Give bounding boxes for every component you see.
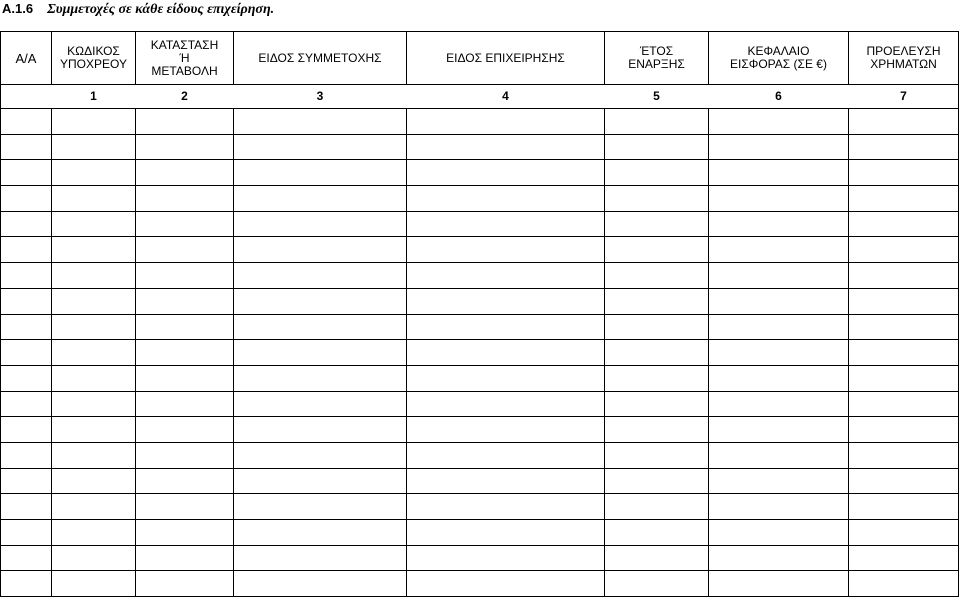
cell-aa[interactable]	[1, 314, 52, 340]
cell-status[interactable]	[136, 263, 234, 289]
cell-funds-origin[interactable]	[849, 263, 959, 289]
header-line: ΥΠΟΧΡΕΟΥ	[60, 57, 127, 71]
cell-start-year[interactable]	[605, 545, 709, 571]
header-capital	[709, 32, 849, 85]
cell-participation-type[interactable]	[234, 545, 407, 571]
cell-status[interactable]	[136, 442, 234, 468]
column-number: 6	[709, 85, 849, 109]
cell-funds-origin[interactable]	[849, 160, 959, 186]
table-row	[1, 340, 959, 366]
cell-business-type[interactable]	[407, 314, 605, 340]
cell-start-year[interactable]	[605, 134, 709, 160]
cell-obligor-code[interactable]	[52, 571, 136, 597]
table-row	[1, 417, 959, 443]
cell-funds-origin[interactable]	[849, 314, 959, 340]
header-line: ΚΩΔΙΚΟΣ	[67, 44, 120, 58]
cell-participation-type[interactable]	[234, 263, 407, 289]
header-line: ΚΑΤΑΣΤΑΣΗ	[150, 37, 219, 52]
cell-status[interactable]	[136, 340, 234, 366]
header-business-type	[407, 32, 605, 85]
cell-obligor-code[interactable]	[52, 237, 136, 263]
cell-obligor-code[interactable]	[52, 160, 136, 186]
table-row	[1, 160, 959, 186]
cell-capital[interactable]	[709, 237, 849, 263]
cell-capital[interactable]	[709, 288, 849, 314]
cell-obligor-code[interactable]	[52, 391, 136, 417]
cell-funds-origin[interactable]	[849, 237, 959, 263]
cell-participation-type[interactable]	[234, 186, 407, 212]
cell-funds-origin[interactable]	[849, 494, 959, 520]
cell-participation-type[interactable]	[234, 134, 407, 160]
cell-start-year[interactable]	[605, 571, 709, 597]
cell-business-type[interactable]	[407, 134, 605, 160]
cell-start-year[interactable]	[605, 468, 709, 494]
cell-funds-origin[interactable]	[849, 442, 959, 468]
header-line: ΜΕΤΑΒΟΛΗ	[151, 63, 218, 78]
cell-aa[interactable]	[1, 211, 52, 237]
participations-table	[0, 31, 959, 597]
cell-start-year[interactable]	[605, 160, 709, 186]
table-row	[1, 545, 959, 571]
cell-aa[interactable]	[1, 134, 52, 160]
cell-start-year[interactable]	[605, 211, 709, 237]
column-number: 1	[52, 85, 136, 109]
title-spacer	[37, 2, 44, 17]
cell-status[interactable]	[136, 288, 234, 314]
cell-obligor-code[interactable]	[52, 288, 136, 314]
cell-funds-origin[interactable]	[849, 571, 959, 597]
cell-business-type[interactable]	[407, 263, 605, 289]
cell-start-year[interactable]	[605, 237, 709, 263]
header-line: ΈΤΟΣ	[639, 44, 674, 58]
table-row	[1, 288, 959, 314]
section-heading: Συμμετοχές σε κάθε είδους επιχείρηση.	[47, 2, 275, 17]
cell-start-year[interactable]	[605, 340, 709, 366]
cell-capital[interactable]	[709, 186, 849, 212]
cell-obligor-code[interactable]	[52, 134, 136, 160]
cell-participation-type[interactable]	[234, 288, 407, 314]
cell-aa[interactable]	[1, 160, 52, 186]
cell-aa[interactable]	[1, 263, 52, 289]
cell-start-year[interactable]	[605, 288, 709, 314]
section-title	[2, 0, 274, 18]
cell-capital[interactable]	[709, 417, 849, 443]
cell-funds-origin[interactable]	[849, 545, 959, 571]
cell-status[interactable]	[136, 520, 234, 546]
cell-status[interactable]	[136, 545, 234, 571]
header-status	[136, 32, 234, 85]
cell-participation-type[interactable]	[234, 520, 407, 546]
cell-obligor-code[interactable]	[52, 365, 136, 391]
cell-aa[interactable]	[1, 468, 52, 494]
cell-participation-type[interactable]	[234, 160, 407, 186]
cell-capital[interactable]	[709, 571, 849, 597]
cell-obligor-code[interactable]	[52, 263, 136, 289]
cell-participation-type[interactable]	[234, 365, 407, 391]
cell-capital[interactable]	[709, 160, 849, 186]
table-row	[1, 134, 959, 160]
cell-business-type[interactable]	[407, 417, 605, 443]
cell-status[interactable]	[136, 365, 234, 391]
cell-funds-origin[interactable]	[849, 186, 959, 212]
header-obligor-code	[52, 32, 136, 85]
column-number: 7	[849, 85, 959, 109]
cell-funds-origin[interactable]	[849, 520, 959, 546]
cell-obligor-code[interactable]	[52, 468, 136, 494]
cell-obligor-code[interactable]	[52, 211, 136, 237]
header-line: Ή	[179, 50, 190, 65]
cell-aa[interactable]	[1, 288, 52, 314]
cell-business-type[interactable]	[407, 571, 605, 597]
header-line: ΚΕΦΑΛΑΙΟ	[747, 44, 810, 58]
column-number-row	[1, 85, 959, 109]
cell-aa[interactable]	[1, 391, 52, 417]
cell-business-type[interactable]	[407, 186, 605, 212]
cell-business-type[interactable]	[407, 160, 605, 186]
header-line: ΕΙΔΟΣ ΕΠΙΧΕΙΡΗΣΗΣ	[446, 50, 565, 65]
table-row	[1, 314, 959, 340]
table-row	[1, 365, 959, 391]
cell-start-year[interactable]	[605, 314, 709, 340]
cell-status[interactable]	[136, 160, 234, 186]
cell-aa[interactable]	[1, 417, 52, 443]
cell-start-year[interactable]	[605, 417, 709, 443]
cell-aa[interactable]	[1, 109, 52, 135]
cell-funds-origin[interactable]	[849, 134, 959, 160]
cell-business-type[interactable]	[407, 211, 605, 237]
column-number: 5	[605, 85, 709, 109]
table-header-row	[1, 32, 959, 85]
table-row	[1, 571, 959, 597]
cell-aa[interactable]	[1, 520, 52, 546]
cell-status[interactable]	[136, 417, 234, 443]
cell-participation-type[interactable]	[234, 211, 407, 237]
table-row	[1, 109, 959, 135]
cell-capital[interactable]	[709, 365, 849, 391]
cell-capital[interactable]	[709, 442, 849, 468]
cell-business-type[interactable]	[407, 442, 605, 468]
cell-status[interactable]	[136, 571, 234, 597]
table-row	[1, 468, 959, 494]
cell-aa[interactable]	[1, 571, 52, 597]
cell-participation-type[interactable]	[234, 237, 407, 263]
table-row	[1, 391, 959, 417]
cell-capital[interactable]	[709, 520, 849, 546]
table-row	[1, 263, 959, 289]
cell-funds-origin[interactable]	[849, 365, 959, 391]
table-row	[1, 520, 959, 546]
cell-business-type[interactable]	[407, 365, 605, 391]
header-participation-type	[234, 32, 407, 85]
cell-status[interactable]	[136, 186, 234, 212]
table-row	[1, 237, 959, 263]
header-line: ΕΙΣΦΟΡΑΣ (ΣΕ €)	[730, 57, 827, 71]
cell-status[interactable]	[136, 468, 234, 494]
cell-status[interactable]	[136, 494, 234, 520]
cell-obligor-code[interactable]	[52, 442, 136, 468]
cell-business-type[interactable]	[407, 237, 605, 263]
header-line: ΧΡΗΜΑΤΩΝ	[870, 57, 937, 71]
cell-business-type[interactable]	[407, 391, 605, 417]
cell-participation-type[interactable]	[234, 494, 407, 520]
cell-participation-type[interactable]	[234, 442, 407, 468]
cell-capital[interactable]	[709, 109, 849, 135]
cell-capital[interactable]	[709, 314, 849, 340]
cell-status[interactable]	[136, 314, 234, 340]
cell-business-type[interactable]	[407, 468, 605, 494]
header-line: ΠΡΟΕΛΕΥΣΗ	[866, 44, 941, 58]
column-number: 4	[407, 85, 605, 109]
cell-capital[interactable]	[709, 545, 849, 571]
cell-funds-origin[interactable]	[849, 211, 959, 237]
cell-obligor-code[interactable]	[52, 186, 136, 212]
header-funds-origin	[849, 32, 959, 85]
cell-start-year[interactable]	[605, 109, 709, 135]
cell-status[interactable]	[136, 237, 234, 263]
table-row	[1, 211, 959, 237]
cell-obligor-code[interactable]	[52, 520, 136, 546]
cell-obligor-code[interactable]	[52, 494, 136, 520]
cell-status[interactable]	[136, 391, 234, 417]
cell-start-year[interactable]	[605, 494, 709, 520]
cell-capital[interactable]	[709, 263, 849, 289]
cell-funds-origin[interactable]	[849, 340, 959, 366]
cell-funds-origin[interactable]	[849, 109, 959, 135]
cell-capital[interactable]	[709, 134, 849, 160]
cell-obligor-code[interactable]	[52, 545, 136, 571]
cell-business-type[interactable]	[407, 288, 605, 314]
header-aa	[1, 32, 52, 85]
table-body	[1, 109, 959, 597]
cell-participation-type[interactable]	[234, 417, 407, 443]
cell-participation-type[interactable]	[234, 571, 407, 597]
cell-capital[interactable]	[709, 340, 849, 366]
cell-capital[interactable]	[709, 211, 849, 237]
cell-business-type[interactable]	[407, 545, 605, 571]
cell-status[interactable]	[136, 211, 234, 237]
cell-funds-origin[interactable]	[849, 391, 959, 417]
header-start-year	[605, 32, 709, 85]
cell-participation-type[interactable]	[234, 391, 407, 417]
cell-capital[interactable]	[709, 494, 849, 520]
column-number	[1, 85, 52, 109]
cell-start-year[interactable]	[605, 186, 709, 212]
cell-aa[interactable]	[1, 340, 52, 366]
cell-funds-origin[interactable]	[849, 468, 959, 494]
cell-business-type[interactable]	[407, 109, 605, 135]
cell-start-year[interactable]	[605, 365, 709, 391]
cell-business-type[interactable]	[407, 520, 605, 546]
column-number: 2	[136, 85, 234, 109]
cell-participation-type[interactable]	[234, 340, 407, 366]
header-line: ΕΝΑΡΞΗΣ	[628, 57, 685, 71]
cell-business-type[interactable]	[407, 494, 605, 520]
header-line: ΕΙΔΟΣ ΣΥΜΜΕΤΟΧΗΣ	[258, 50, 382, 65]
header-line: Α/Α	[15, 50, 37, 66]
cell-aa[interactable]	[1, 186, 52, 212]
cell-aa[interactable]	[1, 237, 52, 263]
cell-aa[interactable]	[1, 442, 52, 468]
cell-status[interactable]	[136, 134, 234, 160]
cell-aa[interactable]	[1, 494, 52, 520]
cell-start-year[interactable]	[605, 263, 709, 289]
cell-start-year[interactable]	[605, 442, 709, 468]
section-number: A.1.6	[2, 1, 34, 16]
cell-participation-type[interactable]	[234, 314, 407, 340]
cell-participation-type[interactable]	[234, 109, 407, 135]
cell-obligor-code[interactable]	[52, 417, 136, 443]
column-number: 3	[234, 85, 407, 109]
cell-funds-origin[interactable]	[849, 417, 959, 443]
cell-status[interactable]	[136, 109, 234, 135]
cell-obligor-code[interactable]	[52, 314, 136, 340]
cell-start-year[interactable]	[605, 391, 709, 417]
cell-aa[interactable]	[1, 365, 52, 391]
cell-capital[interactable]	[709, 391, 849, 417]
cell-start-year[interactable]	[605, 520, 709, 546]
cell-obligor-code[interactable]	[52, 340, 136, 366]
cell-aa[interactable]	[1, 545, 52, 571]
cell-business-type[interactable]	[407, 340, 605, 366]
cell-obligor-code[interactable]	[52, 109, 136, 135]
cell-funds-origin[interactable]	[849, 288, 959, 314]
table-row	[1, 442, 959, 468]
table-row	[1, 186, 959, 212]
cell-capital[interactable]	[709, 468, 849, 494]
cell-participation-type[interactable]	[234, 468, 407, 494]
table-row	[1, 494, 959, 520]
